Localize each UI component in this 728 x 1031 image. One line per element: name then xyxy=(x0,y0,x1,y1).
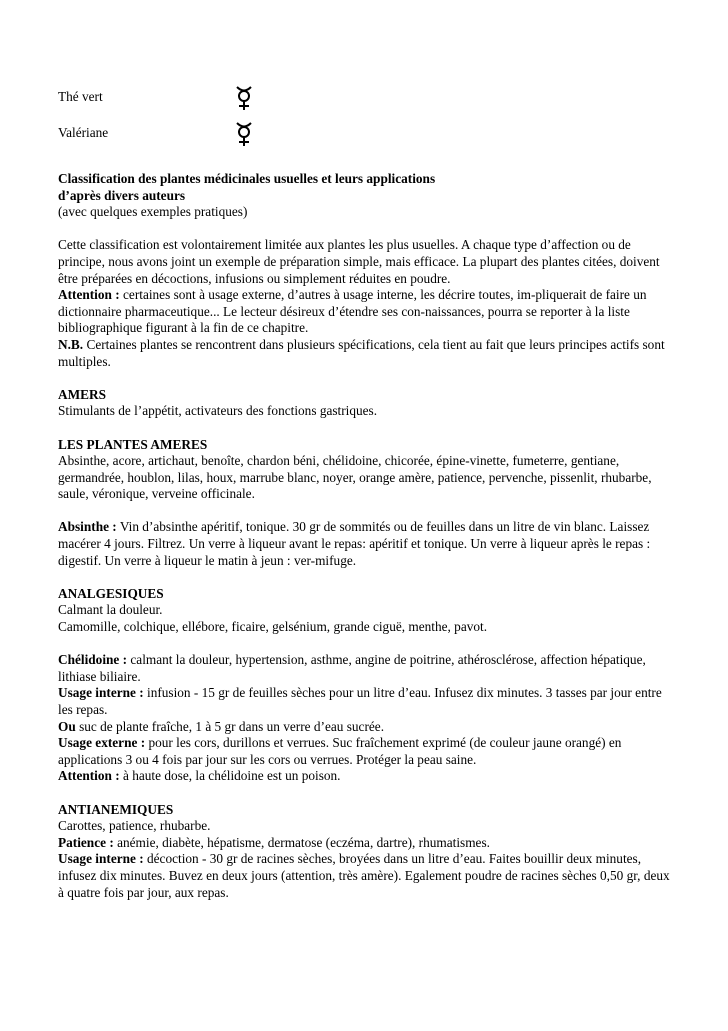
patience-entry: Patience : anémie, diabète, hépatisme, dermatose (eczéma, dartre), rhumatismes. xyxy=(58,834,490,850)
antianemiques-list: Carottes, patience, rhubarbe. xyxy=(58,818,211,834)
plant-name: Valériane xyxy=(58,125,109,140)
classification-subtitle: (avec quelques exemples pratiques) xyxy=(58,204,248,220)
mercury-icon xyxy=(233,121,255,147)
document-page xyxy=(58,85,678,901)
classification-title: Classification des plantes médicinales usuelles et leurs applications xyxy=(58,171,436,186)
chelidoine-usage-externe: Usage externe : pour les cors, durillons et verrues. Suc fraîchement exprimé (de couleur jaune orangé) en applications 3 ou 4 fois par jour sur les cors ou verrues. Protéger la peau saine. xyxy=(58,735,622,767)
section-heading-antianemiques: ANTIANEMIQUES xyxy=(58,801,174,817)
analgesiques-description: Calmant la douleur. xyxy=(58,602,163,618)
absinthe-entry: Absinthe : Vin d’absinthe apéritif, tonique. 30 gr de sommités ou de feuilles dans un litre de vin blanc. Laissez macérer 4 jours. Filtrez. Un verre à liqueur avant le repas: apéritif et tonique. Un verre à liqueur après le repas : digestif. Un verre à liqueur le matin à jeun : ver-mifuge. xyxy=(58,519,651,568)
plantes-ameres-list: Absinthe, acore, artichaut, benoîte, chardon béni, chélidoine, chicorée, épine-vinette, fumeterre, gentiane, germandrée, houblon, lilas, houx, marrube blanc, noyer, orange amère, patience, pervenche, pissenlit, rhubarbe, saule, véronique, verveine officinale. xyxy=(58,453,652,502)
amers-description: Stimulants de l’appétit, activateurs des fonctions gastriques. xyxy=(58,403,378,419)
analgesiques-list: Camomille, colchique, ellébore, ficaire, gelsénium, grande ciguë, menthe, pavot. xyxy=(58,619,488,635)
mercury-icon xyxy=(233,85,255,111)
section-heading-amers: AMERS xyxy=(58,386,107,402)
intro-paragraph: Cette classification est volontairement limitée aux plantes les plus usuelles. A chaque type d’affection ou de principe, nous avons joint un exemple de préparation simple, mais efficace. La plupart des plantes citées, doivent être préparées en décoctions, infusions ou simplement réduites en poudre. xyxy=(58,237,660,286)
chelidoine-attention: Attention : à haute dose, la chélidoine est un poison. xyxy=(58,768,341,784)
planet-row-the-vert xyxy=(58,85,678,107)
chelidoine-ou: Ou suc de plante fraîche, 1 à 5 gr dans un verre d’eau sucrée. xyxy=(58,718,385,734)
classification-title-line2: d’après divers auteurs xyxy=(58,187,186,203)
planet-row-valeriane xyxy=(58,121,678,143)
section-heading-analgesiques: ANALGESIQUES xyxy=(58,585,164,601)
chelidoine-entry: Chélidoine : calmant la douleur, hypertension, asthme, angine de poitrine, athérosclérose, affection hépatique, lithiase biliaire. xyxy=(58,652,646,684)
plant-name: Thé vert xyxy=(58,89,103,104)
section-heading-plantes-ameres: LES PLANTES AMERES xyxy=(58,436,208,452)
chelidoine-usage-interne: Usage interne : infusion - 15 gr de feuilles sèches pour un litre d’eau. Infusez dix minutes. 3 tasses par jour entre les repas. xyxy=(58,685,662,717)
intro-nb: N.B. Certaines plantes se rencontrent dans plusieurs spécifications, cela tient au fait que leurs principes actifs sont multiples. xyxy=(58,336,665,369)
intro-attention: Attention : certaines sont à usage externe, d’autres à usage interne, les décrire toutes, im-pliquerait de faire un dictionnaire pharmaceutique... Le lecteur désireux d’étendre ses con-naissances, pourra se reporter à la liste bibliographique figurant à la fin de ce chapitre. xyxy=(58,287,647,336)
patience-usage-interne: Usage interne : décoction - 30 gr de racines sèches, broyées dans un litre d’eau. Faites bouillir deux minutes, infusez dix minutes. Buvez en deux jours (attention, très amère). Egalement poudre de racines sèches 0,50 gr, deux à quatre fois par jour, aux repas. xyxy=(58,851,670,900)
